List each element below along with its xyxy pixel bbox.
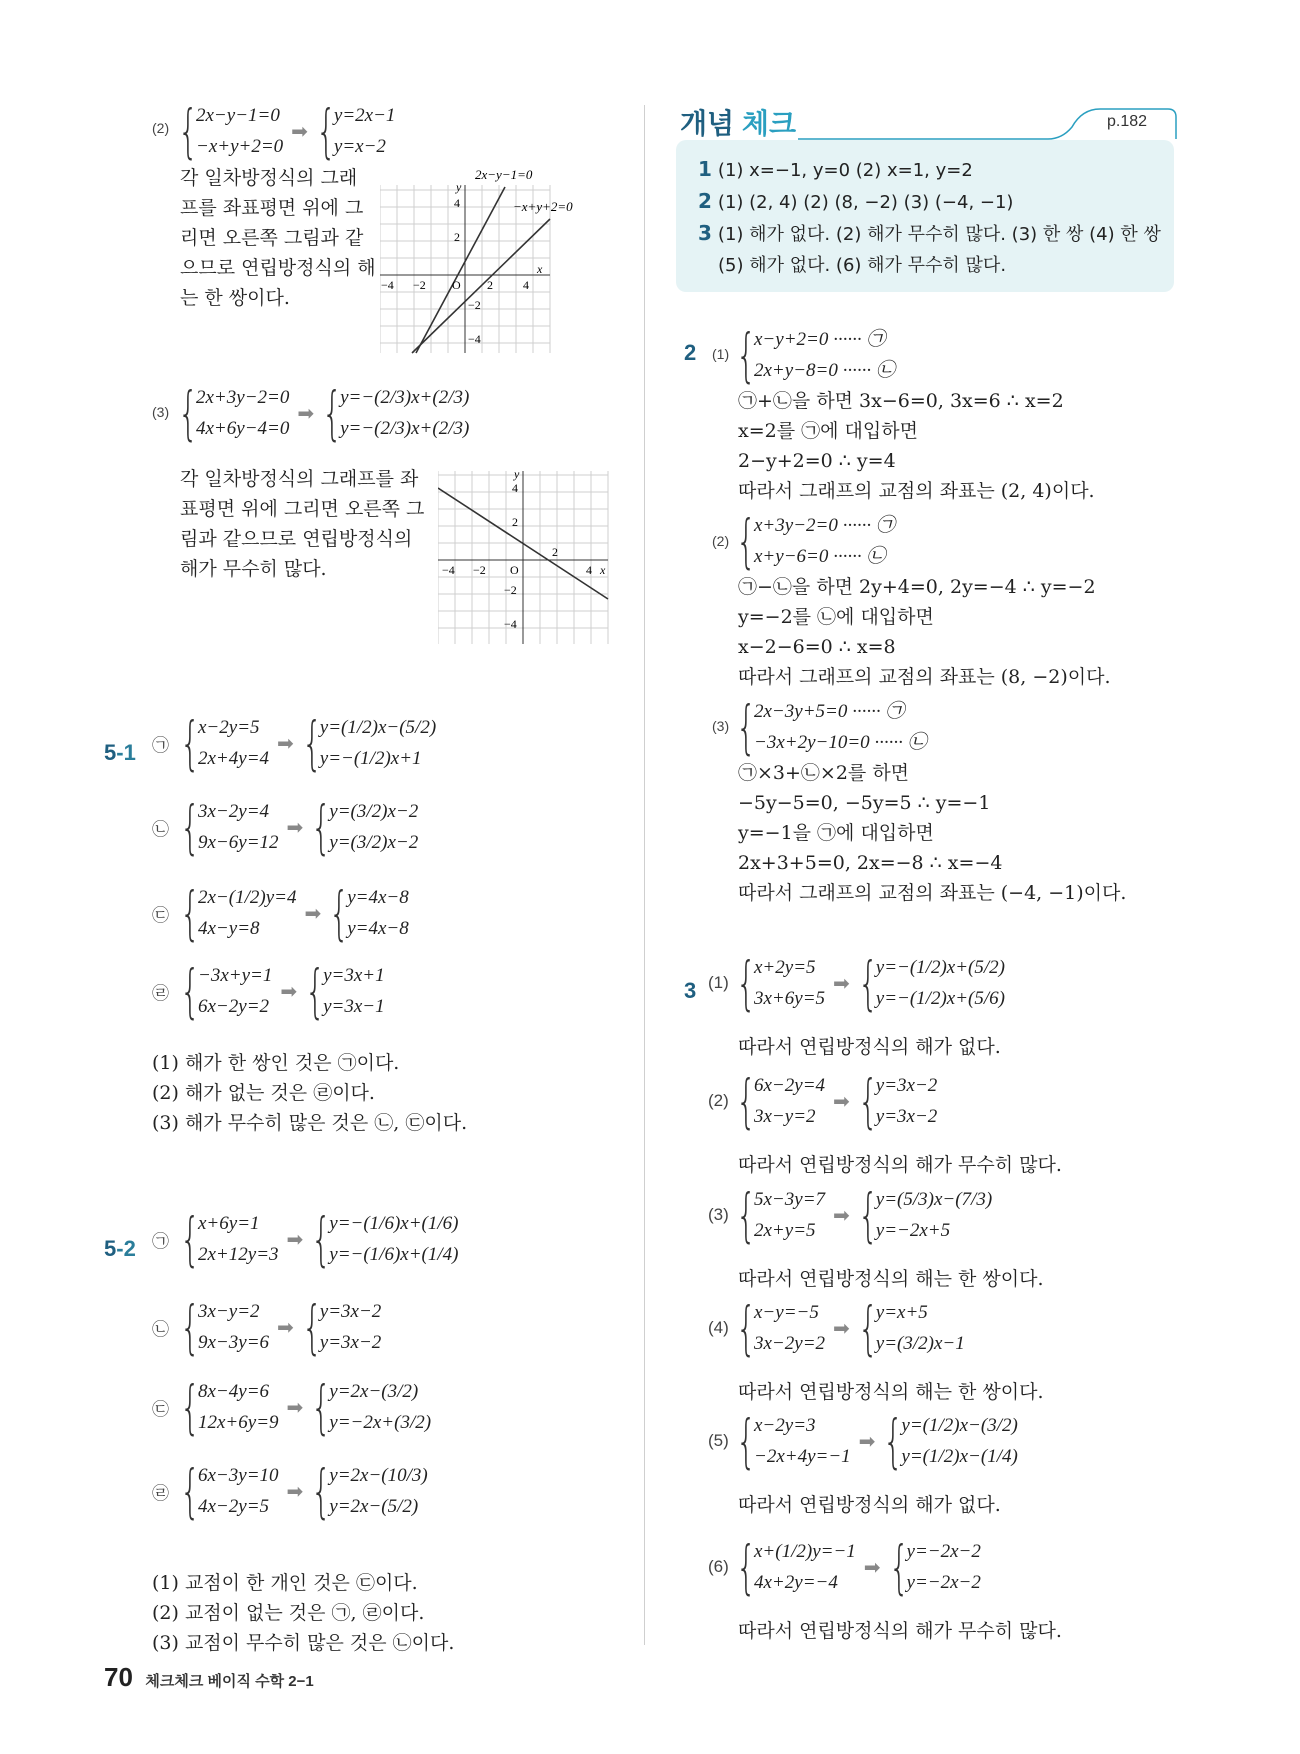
step-line: x−2−6=0 ∴ x=8 (738, 636, 896, 658)
page-number: 70 (104, 1662, 133, 1692)
step-line: ㉠+㉡을 하면 3x−6=0, 3x=6 ∴ x=2 (738, 390, 1064, 412)
step-line: y=−1을 ㉠에 대입하면 (738, 822, 934, 844)
conclusion-line: 따라서 연립방정식의 해는 한 쌍이다. (738, 1381, 1044, 1403)
eq-line: 8x−4y=6 (198, 1381, 270, 1402)
label-sub: -2 (116, 1236, 136, 1261)
desc-line: 림과 같으므로 연립방정식의 (180, 528, 413, 550)
equation-system (708, 1294, 965, 1362)
eq-line: x+6y=1 (198, 1213, 260, 1234)
brace-icon: { (180, 957, 201, 1025)
brace-icon: { (857, 1181, 879, 1249)
desc-line: 는 한 쌍이다. (180, 287, 290, 309)
eq-line: y=−(1/2)x+1 (319, 748, 422, 769)
equation-system (152, 1457, 428, 1525)
arrow-icon: ➡ (833, 1089, 850, 1113)
brace-icon: { (305, 957, 326, 1025)
concept-box (676, 140, 1174, 292)
eq-line: x−y+2=0 ······ ㉠ (754, 329, 886, 350)
q2-system-3 (736, 693, 927, 761)
brace-icon: { (329, 879, 350, 947)
item-mark: (2) (708, 1091, 729, 1110)
brace-icon: { (180, 1293, 201, 1361)
line-2x-y-1 (416, 187, 505, 353)
eq-line: 9x−6y=12 (198, 832, 279, 853)
eq-line: y=4x−8 (347, 887, 409, 908)
desc-line: 프를 좌표평면 위에 그 (180, 197, 364, 219)
equation-system (152, 1373, 432, 1441)
tick-label: −4 (468, 332, 481, 346)
part-number: (3) (152, 404, 170, 420)
eq-line: 3x+6y=5 (754, 988, 826, 1009)
eq-line: 2x+12y=3 (198, 1244, 279, 1265)
concept-page-ref: p.182 (1107, 113, 1148, 130)
eq-line: 9x−3y=6 (198, 1332, 270, 1353)
equation-system (708, 1533, 981, 1601)
concept-num: 2 (698, 189, 712, 213)
part-number: (2) (152, 120, 170, 136)
desc-line: 각 일차방정식의 그래 (180, 167, 358, 189)
step-line: 따라서 그래프의 교점의 좌표는 (2, 4)이다. (738, 480, 1095, 502)
arrow-icon: ➡ (286, 1227, 304, 1251)
eq-line: −3x+y=1 (198, 965, 273, 986)
eq-line: 2x−(1/2)y=4 (198, 887, 297, 908)
eq-line: 2x+4y=4 (198, 748, 270, 769)
axis-label-x: x (600, 563, 606, 577)
answer-line: (1) 교점이 한 개인 것은 ㉢이다. (152, 1572, 418, 1594)
eq-line: −x+y+2=0 (196, 136, 284, 157)
brace-icon: { (888, 1533, 909, 1601)
tick-label: −2 (468, 298, 481, 312)
tick-label: 4 (512, 481, 518, 495)
eq-line: y=2x−(3/2) (329, 1381, 419, 1402)
desc-block (180, 464, 424, 584)
eq-line: 5x−3y=7 (754, 1189, 826, 1210)
answer-line: (3) 해가 무수히 많은 것은 ㉡, ㉢이다. (152, 1112, 468, 1134)
tick-label: 2 (487, 278, 493, 292)
equation-system (708, 1181, 993, 1249)
eq-line: y=2x−(10/3) (329, 1465, 428, 1486)
eq-line: y=−2x+(3/2) (329, 1412, 432, 1433)
origin-label: O (510, 563, 519, 577)
eq-line: 2x+3y−2=0 (196, 387, 290, 408)
equation-system (152, 1205, 459, 1273)
step-line: 따라서 그래프의 교점의 좌표는 (−4, −1)이다. (738, 882, 1127, 904)
brace-icon: { (311, 1373, 332, 1441)
concept-line-4 (698, 250, 1161, 281)
answer-line: (1) 해가 한 쌍인 것은 ㉠이다. (152, 1052, 400, 1074)
concept-title-a: 개념 (680, 108, 735, 139)
part-number: (3) (712, 718, 730, 734)
item-mark: ㉢ (152, 1399, 169, 1419)
label-main: 5 (104, 1236, 117, 1261)
tick-label: 4 (586, 563, 592, 577)
eq-line: 6x−2y=2 (198, 996, 270, 1017)
answer-line: (2) 해가 없는 것은 ㉣이다. (152, 1082, 375, 1104)
item-mark: ㉠ (152, 735, 169, 755)
q2-steps-3 (738, 758, 1126, 908)
brace-icon: { (315, 97, 337, 165)
answer-line: (3) 교점이 무수히 많은 것은 ㉡이다. (152, 1632, 455, 1654)
line-label-2: −x+y+2=0 (513, 199, 573, 214)
equation-system (708, 1067, 938, 1135)
item-mark: (5) (708, 1431, 729, 1450)
brace-icon: { (736, 321, 757, 389)
brace-icon: { (736, 1407, 757, 1475)
graph-2 (380, 163, 600, 361)
eq-line: y=(1/2)x−(3/2) (901, 1415, 1018, 1436)
eq-line: y=−2x+5 (875, 1220, 951, 1241)
eq-line: y=(1/2)x−(1/4) (901, 1446, 1018, 1467)
brace-icon: { (311, 1205, 332, 1273)
eq-line: y=(1/2)x−(5/2) (319, 717, 437, 738)
conclusion-line: 따라서 연립방정식의 해는 한 쌍이다. (738, 1268, 1044, 1290)
equation-system (708, 949, 1005, 1017)
arrow-icon: ➡ (833, 1316, 850, 1340)
eq-line: 3x−y=2 (198, 1301, 260, 1322)
eq-line: 3x−2y=4 (198, 801, 270, 822)
brace-icon: { (301, 709, 323, 777)
arrow-icon: ➡ (291, 119, 308, 143)
eq-line: y=−2x−2 (906, 1541, 981, 1562)
arrow-icon: ➡ (277, 1315, 294, 1339)
eq-line: x+3y−2=0 ······ ㉠ (754, 515, 895, 536)
arrow-icon: ➡ (286, 1395, 304, 1419)
conclusion-line: 따라서 연립방정식의 해가 없다. (738, 1036, 1001, 1058)
eq-line: y=x−2 (333, 136, 386, 157)
item-mark: ㉢ (152, 905, 169, 925)
line-label-1: 2x−y−1=0 (475, 167, 533, 182)
answers-5-2 (152, 1568, 454, 1658)
brace-icon: { (736, 949, 757, 1017)
conclusion-line: 따라서 연립방정식의 해가 무수히 많다. (738, 1620, 1062, 1642)
eq-line: −3x+2y−10=0 ······ ㉡ (754, 732, 927, 753)
brace-icon: { (180, 1205, 201, 1273)
eq-line: 12x+6y=9 (198, 1412, 279, 1433)
eq-line: 2x+y=5 (754, 1220, 816, 1241)
eq-line: x+2y=5 (754, 957, 816, 978)
step-line: 따라서 그래프의 교점의 좌표는 (8, −2)이다. (738, 666, 1111, 688)
brace-icon: { (180, 709, 201, 777)
tick-label: −4 (381, 278, 394, 292)
problem-label-5-2 (104, 1236, 136, 1262)
step-line: ㉠−㉡을 하면 2y+4=0, 2y=−4 ∴ y=−2 (738, 576, 1096, 598)
concept-text: (1) x=−1, y=0 (2) x=1, y=2 (717, 160, 973, 181)
column-divider (644, 105, 645, 1645)
eq-line: 2x−y−1=0 (196, 105, 280, 126)
brace-icon: { (311, 793, 332, 861)
eq-line: y=2x−(5/2) (329, 1496, 419, 1517)
eq-line: y=3x+1 (323, 965, 385, 986)
tick-label: −2 (413, 278, 426, 292)
problem-label-2: 2 (684, 340, 697, 365)
eq-line: 4x−2y=5 (198, 1496, 270, 1517)
arrow-icon: ➡ (304, 901, 322, 925)
desc-line: 해가 무수히 많다. (180, 558, 327, 580)
concept-text: (5) 해가 없다. (6) 해가 무수히 많다. (718, 255, 1007, 276)
eq-line: y=3x−2 (319, 1301, 382, 1322)
desc-line: 리면 오른쪽 그림과 같 (180, 227, 364, 249)
step-line: y=−2를 ㉡에 대입하면 (738, 606, 934, 628)
origin-label: O (452, 278, 461, 292)
eq-line: y=3x−2 (319, 1332, 382, 1353)
eq-line: x+(1/2)y=−1 (754, 1541, 856, 1562)
item-mark: ㉣ (152, 983, 169, 1003)
concept-line-3 (698, 218, 1161, 250)
q2-steps-2 (738, 572, 1111, 692)
system-3 (178, 379, 470, 447)
eq-line: 2x+y−8=0 ······ ㉡ (754, 360, 895, 381)
brace-icon: { (736, 507, 757, 575)
eq-line: y=(3/2)x−2 (329, 832, 419, 853)
eq-line: 2x−3y+5=0 ······ ㉠ (754, 701, 905, 722)
brace-icon: { (857, 949, 879, 1017)
eq-line: y=−(1/6)x+(1/6) (329, 1213, 459, 1234)
footer (104, 1662, 314, 1693)
brace-icon: { (736, 1533, 757, 1601)
concept-line-1 (698, 154, 1161, 186)
q2-system-1 (736, 321, 895, 389)
eq-line: x−2y=3 (754, 1415, 816, 1436)
eq-line: y=4x−8 (347, 918, 409, 939)
label-main: 5 (104, 740, 117, 765)
arrow-icon: ➡ (833, 1203, 850, 1227)
answer-line: (2) 교점이 없는 것은 ㉠, ㉣이다. (152, 1602, 425, 1624)
arrow-icon: ➡ (858, 1429, 876, 1453)
desc-line: 으므로 연립방정식의 해 (180, 257, 376, 279)
eq-line: y=−(2/3)x+(2/3) (340, 387, 470, 408)
equation-system (152, 793, 419, 861)
tick-label: 2 (512, 515, 518, 529)
eq-line: y=−(1/6)x+(1/4) (329, 1244, 459, 1265)
brace-icon: { (301, 1293, 323, 1361)
concept-num: 1 (698, 157, 712, 181)
tick-label: 2 (552, 545, 558, 559)
equation-system (708, 1407, 1018, 1475)
arrow-icon: ➡ (277, 731, 294, 755)
equation-system (152, 957, 385, 1025)
book-title: 체크체크 베이직 수학 2−1 (145, 1673, 314, 1690)
item-mark: ㉠ (152, 1231, 169, 1251)
conclusion-line: 따라서 연립방정식의 해가 무수히 많다. (738, 1154, 1062, 1176)
brace-icon: { (857, 1294, 879, 1362)
arrow-icon: ➡ (286, 1479, 304, 1503)
eq-line: y=3x−1 (323, 996, 385, 1017)
conclusion-line: 따라서 연립방정식의 해가 없다. (738, 1494, 1001, 1516)
equation-system (152, 879, 409, 947)
brace-icon: { (736, 693, 757, 761)
brace-icon: { (180, 793, 201, 861)
axis-label-y: y (456, 180, 462, 194)
brace-icon: { (180, 1457, 201, 1525)
line-neg-x-y-2 (412, 219, 550, 353)
item-mark: ㉣ (152, 1483, 169, 1503)
step-line: −5y−5=0, −5y=5 ∴ y=−1 (738, 792, 991, 814)
eq-line: y=(3/2)x−2 (329, 801, 419, 822)
concept-text: (1) (2, 4) (2) (8, −2) (3) (−4, −1) (717, 192, 1014, 213)
brace-icon: { (180, 1373, 201, 1441)
step-line: x=2를 ㉠에 대입하면 (738, 420, 918, 442)
eq-line: 3x−y=2 (754, 1106, 816, 1127)
system-2 (178, 97, 396, 165)
brace-icon: { (178, 97, 199, 165)
tick-label: 2 (454, 230, 460, 244)
part-number: (2) (712, 533, 730, 549)
desc-block (180, 163, 376, 313)
item-mark: (6) (708, 1557, 729, 1576)
brace-icon: { (311, 1457, 332, 1525)
concept-header-line (680, 105, 1180, 145)
brace-icon: { (736, 1294, 757, 1362)
item-mark: ㉡ (152, 819, 169, 839)
q2-steps-1 (738, 386, 1095, 506)
brace-icon: { (180, 879, 201, 947)
brace-icon: { (736, 1067, 757, 1135)
eq-line: 3x−2y=2 (754, 1333, 826, 1354)
eq-line: y=x+5 (875, 1302, 928, 1323)
problem-label-3: 3 (684, 978, 697, 1003)
q2-system-2 (736, 507, 895, 575)
answers-5-1 (152, 1048, 467, 1138)
tick-label: 4 (523, 278, 529, 292)
tick-label: −2 (473, 563, 486, 577)
tick-label: −4 (442, 563, 455, 577)
arrow-icon: ➡ (833, 971, 850, 995)
concept-num: 3 (698, 221, 712, 245)
brace-icon: { (857, 1067, 879, 1135)
equation-system (152, 709, 437, 777)
eq-line: y=2x−1 (333, 105, 396, 126)
axis-label-x: x (537, 262, 543, 276)
tick-label: −2 (504, 583, 517, 597)
tick-label: −4 (504, 617, 517, 631)
arrow-icon: ➡ (297, 401, 315, 425)
tick-label: 4 (454, 196, 460, 210)
concept-line-2 (698, 186, 1161, 218)
eq-line: 6x−3y=10 (198, 1465, 279, 1486)
desc-line: 표평면 위에 그리면 오른쪽 그 (180, 498, 425, 520)
eq-line: 6x−2y=4 (754, 1075, 826, 1096)
arrow-icon: ➡ (280, 979, 298, 1003)
eq-line: y=(5/3)x−(7/3) (875, 1189, 993, 1210)
eq-line: y=−2x−2 (906, 1572, 981, 1593)
brace-icon: { (178, 379, 199, 447)
step-line: 2−y+2=0 ∴ y=4 (738, 450, 896, 472)
concept-text: (1) 해가 없다. (2) 해가 무수히 많다. (3) 한 쌍 (4) 한 쌍 (717, 224, 1161, 245)
step-line: 2x+3+5=0, 2x=−8 ∴ x=−4 (738, 852, 1003, 874)
arrow-icon: ➡ (286, 815, 304, 839)
arrow-icon: ➡ (863, 1555, 881, 1579)
item-mark: (1) (708, 973, 729, 992)
eq-line: y=3x−2 (875, 1106, 938, 1127)
eq-line: −2x+4y=−1 (754, 1446, 851, 1467)
eq-line: y=−(1/2)x+(5/6) (875, 988, 1005, 1009)
eq-line: y=−(1/2)x+(5/2) (875, 957, 1005, 978)
eq-line: 4x−y=8 (198, 918, 260, 939)
eq-line: x+y−6=0 ······ ㉡ (754, 546, 886, 567)
desc-line: 각 일차방정식의 그래프를 좌 (180, 468, 419, 490)
concept-title-b: 체크 (741, 108, 796, 139)
axis-label-y: y (514, 467, 520, 481)
brace-icon: { (322, 379, 343, 447)
eq-line: 4x+6y−4=0 (196, 418, 290, 439)
eq-line: y=3x−2 (875, 1075, 938, 1096)
eq-line: x−2y=5 (198, 717, 260, 738)
eq-line: 4x+2y=−4 (754, 1572, 838, 1593)
problem-label-5-1 (104, 740, 136, 766)
brace-icon: { (736, 1181, 757, 1249)
eq-line: y=(3/2)x−1 (875, 1333, 965, 1354)
eq-line: y=−(2/3)x+(2/3) (340, 418, 470, 439)
equation-system (152, 1293, 382, 1361)
item-mark: ㉡ (152, 1319, 169, 1339)
eq-line: x−y=−5 (754, 1302, 819, 1323)
item-mark: (3) (708, 1205, 729, 1224)
label-sub: -1 (116, 740, 136, 765)
part-number: (1) (712, 346, 730, 362)
step-line: ㉠×3+㉡×2를 하면 (738, 762, 910, 784)
brace-icon: { (883, 1407, 904, 1475)
item-mark: (4) (708, 1318, 729, 1337)
graph-3 (438, 466, 618, 646)
